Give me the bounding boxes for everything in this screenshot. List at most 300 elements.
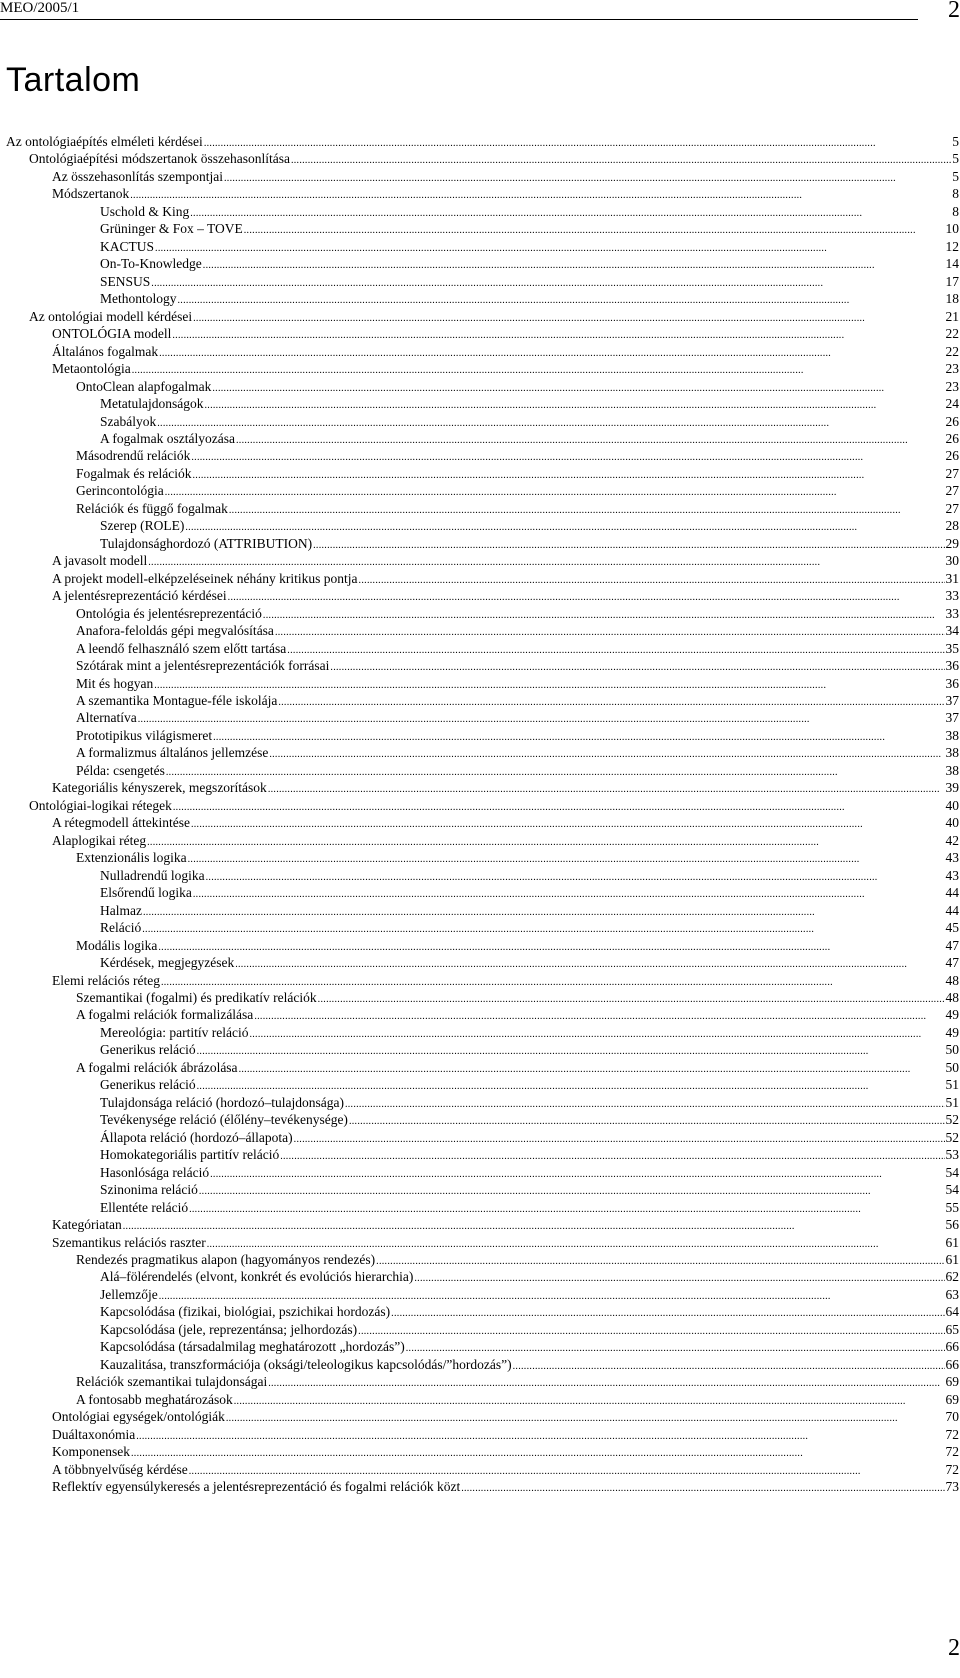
toc-entry-page: 37 bbox=[945, 710, 959, 726]
toc-dot-leader bbox=[203, 257, 945, 272]
toc-entry[interactable] bbox=[6, 1146, 959, 1163]
toc-dot-leader bbox=[268, 781, 945, 796]
toc-entry[interactable] bbox=[6, 675, 959, 692]
toc-entry[interactable] bbox=[6, 1303, 959, 1320]
toc-entry[interactable] bbox=[6, 552, 959, 569]
toc-entry-label: Mereológia: partitív reláció bbox=[100, 1024, 249, 1040]
toc-entry-label: Kérdések, megjegyzések bbox=[100, 955, 235, 971]
toc-entry[interactable] bbox=[6, 500, 959, 517]
toc-entry-label: Elsőrendű logika bbox=[100, 885, 192, 901]
toc-entry[interactable] bbox=[6, 168, 959, 185]
toc-dot-leader bbox=[513, 1358, 945, 1373]
toc-entry-page: 27 bbox=[945, 500, 959, 516]
toc-entry-page: 14 bbox=[945, 256, 959, 272]
toc-dot-leader bbox=[165, 484, 945, 499]
toc-entry-label: Általános fogalmak bbox=[52, 343, 159, 359]
toc-dot-leader bbox=[155, 240, 944, 255]
toc-dot-leader bbox=[142, 921, 944, 936]
toc-entry-page: 66 bbox=[945, 1356, 959, 1372]
toc-entry-page: 50 bbox=[945, 1042, 959, 1058]
toc-entry-page: 52 bbox=[945, 1112, 959, 1128]
toc-dot-leader bbox=[191, 816, 945, 831]
toc-entry[interactable] bbox=[6, 1268, 959, 1285]
toc-entry-page: 40 bbox=[945, 797, 959, 813]
toc-dot-leader bbox=[358, 1323, 944, 1338]
toc-entry-page: 26 bbox=[945, 430, 959, 446]
toc-entry[interactable] bbox=[6, 395, 959, 412]
toc-dot-leader bbox=[206, 869, 945, 884]
toc-entry-page: 23 bbox=[945, 361, 959, 377]
toc-entry[interactable] bbox=[6, 1216, 959, 1233]
toc-entry-label: Metatulajdonságok bbox=[100, 396, 204, 412]
toc-entry-label: Alá–fölérendelés (elvont, konkrét és evolúciós hierarchia) bbox=[100, 1269, 414, 1285]
toc-dot-leader bbox=[161, 974, 945, 989]
toc-entry-label: Fogalmak és relációk bbox=[76, 465, 192, 481]
toc-entry-label: Kapcsolódása (jele, reprezentánsa; jelhordozás) bbox=[100, 1321, 358, 1337]
toc-entry[interactable] bbox=[6, 1286, 959, 1303]
toc-dot-leader bbox=[178, 292, 945, 307]
toc-entry-label: OntoClean alapfogalmak bbox=[76, 378, 212, 394]
toc-entry[interactable] bbox=[6, 1129, 959, 1146]
toc-dot-leader bbox=[173, 799, 945, 814]
toc-dot-leader bbox=[192, 467, 944, 482]
toc-entry-page: 43 bbox=[945, 850, 959, 866]
toc-dot-leader bbox=[228, 589, 945, 604]
toc-entry-page: 26 bbox=[945, 413, 959, 429]
toc-entry[interactable] bbox=[6, 1338, 959, 1355]
toc-entry[interactable] bbox=[6, 1164, 959, 1181]
toc-entry-page: 18 bbox=[945, 291, 959, 307]
toc-entry[interactable] bbox=[6, 622, 959, 639]
toc-entry[interactable] bbox=[6, 937, 959, 954]
toc-entry-page: 5 bbox=[952, 168, 959, 184]
toc-entry-label: Szemantikus relációs raszter bbox=[52, 1234, 206, 1250]
toc-entry-label: Mit és hogyan bbox=[76, 675, 154, 691]
toc-entry[interactable] bbox=[6, 919, 959, 936]
toc-entry[interactable] bbox=[6, 779, 959, 796]
toc-entry-label: Reláció bbox=[100, 920, 142, 936]
toc-entry[interactable] bbox=[6, 360, 959, 377]
toc-entry-label: A formalizmus általános jellemzése bbox=[76, 745, 269, 761]
toc-entry-page: 56 bbox=[945, 1217, 959, 1233]
footer-page-number: 2 bbox=[948, 1635, 960, 1661]
toc-entry-page: 38 bbox=[945, 745, 959, 761]
toc-entry[interactable] bbox=[6, 657, 959, 674]
toc-dot-leader bbox=[185, 519, 944, 534]
toc-entry-page: 51 bbox=[945, 1094, 959, 1110]
toc-entry[interactable] bbox=[6, 325, 959, 342]
toc-entry-label: Metaontológia bbox=[52, 361, 131, 377]
toc-entry[interactable] bbox=[6, 570, 959, 587]
toc-entry[interactable] bbox=[6, 290, 959, 307]
toc-dot-leader bbox=[414, 1270, 944, 1285]
toc-dot-leader bbox=[406, 1340, 945, 1355]
toc-dot-leader bbox=[147, 834, 944, 849]
toc-entry-label: Nulladrendű logika bbox=[100, 867, 205, 883]
toc-entry[interactable] bbox=[6, 185, 959, 202]
document-id: MEO/2005/1 bbox=[0, 0, 80, 16]
toc-dot-leader bbox=[197, 1043, 945, 1058]
toc-dot-leader bbox=[158, 939, 944, 954]
toc-dot-leader bbox=[157, 415, 944, 430]
toc-entry[interactable] bbox=[6, 640, 959, 657]
toc-entry-label: A szemantika Montague-féle iskolája bbox=[76, 693, 278, 708]
toc-dot-leader bbox=[166, 764, 945, 779]
toc-entry-label: A fogalmi relációk formalizálása bbox=[76, 1007, 254, 1023]
toc-entry[interactable] bbox=[6, 814, 959, 831]
toc-entry-label: SENSUS bbox=[100, 273, 151, 289]
toc-entry-page: 47 bbox=[945, 937, 959, 953]
toc-entry[interactable] bbox=[6, 867, 959, 884]
toc-dot-leader bbox=[235, 956, 944, 971]
toc-entry-label: Tulajdonsága reláció (hordozó–tulajdonsága) bbox=[100, 1094, 344, 1110]
toc-entry-label: Relációk és függő fogalmak bbox=[76, 500, 228, 516]
toc-dot-leader bbox=[229, 502, 945, 517]
toc-entry-label: Az ontológiai modell kérdései bbox=[29, 308, 193, 324]
toc-entry[interactable] bbox=[6, 1461, 959, 1478]
toc-entry-label: Halmaz bbox=[100, 902, 142, 918]
toc-entry-label: Tevékenysége reláció (élőlény–tevékenysége) bbox=[100, 1112, 348, 1128]
toc-dot-leader bbox=[294, 1131, 945, 1146]
toc-dot-leader bbox=[391, 1305, 944, 1320]
toc-entry-label: Generikus reláció bbox=[100, 1077, 196, 1093]
page-header bbox=[0, 0, 960, 26]
toc-entry[interactable] bbox=[6, 1426, 959, 1443]
toc-entry-label: Rendezés pragmatikus alapon (hagyományos rendezés) bbox=[76, 1252, 376, 1267]
toc-entry-page: 31 bbox=[945, 570, 959, 586]
toc-entry-page: 44 bbox=[945, 902, 959, 918]
toc-entry-page: 69 bbox=[945, 1374, 959, 1390]
toc-entry-label: Elemi relációs réteg bbox=[52, 972, 160, 988]
toc-entry[interactable] bbox=[6, 1076, 959, 1093]
toc-entry-page: 52 bbox=[945, 1129, 959, 1145]
toc-entry-page: 53 bbox=[945, 1147, 959, 1163]
toc-dot-leader bbox=[461, 1480, 944, 1495]
toc-dot-leader bbox=[249, 1026, 944, 1041]
toc-entry-label: Ontológia és jelentésreprezentáció bbox=[76, 605, 262, 621]
toc-entry[interactable] bbox=[6, 1094, 959, 1111]
toc-entry[interactable] bbox=[6, 150, 959, 167]
toc-entry-page: 33 bbox=[945, 588, 959, 604]
toc-entry[interactable] bbox=[6, 954, 959, 971]
toc-dot-leader bbox=[138, 711, 945, 726]
toc-dot-leader bbox=[132, 362, 945, 377]
header-rule bbox=[0, 19, 918, 20]
toc-entry-label: Szemantikai (fogalmi) és predikatív relációk bbox=[76, 989, 317, 1005]
toc-dot-leader bbox=[191, 449, 944, 464]
toc-entry[interactable] bbox=[6, 517, 959, 534]
toc-entry-label: Modális logika bbox=[76, 937, 158, 953]
toc-entry-page: 22 bbox=[945, 343, 959, 359]
toc-entry-label: Alaplogikai réteg bbox=[52, 832, 147, 848]
toc-entry-page: 45 bbox=[945, 920, 959, 936]
toc-entry[interactable] bbox=[6, 709, 959, 726]
toc-dot-leader bbox=[239, 1061, 945, 1076]
toc-entry-page: 49 bbox=[945, 1007, 959, 1023]
toc-entry[interactable] bbox=[6, 797, 959, 814]
toc-entry-label: A jelentésreprezentáció kérdései bbox=[52, 588, 227, 604]
toc-entry-label: Ontológiaépítési módszertanok összehasonlítása bbox=[29, 151, 290, 167]
toc-entry-page: 23 bbox=[945, 378, 959, 394]
toc-entry[interactable] bbox=[6, 832, 959, 849]
toc-entry-label: Példa: csengetés bbox=[76, 762, 165, 778]
toc-dot-leader bbox=[376, 1253, 944, 1268]
toc-entry-page: 42 bbox=[945, 832, 959, 848]
toc-dot-leader bbox=[188, 851, 945, 866]
toc-entry-label: Uschold & King bbox=[100, 203, 190, 219]
toc-entry-page: 34 bbox=[945, 623, 959, 639]
toc-entry-label: Szótárak mint a jelentésreprezentációk forrásai bbox=[76, 658, 330, 674]
toc-dot-leader bbox=[269, 746, 944, 761]
toc-entry[interactable] bbox=[6, 1199, 959, 1216]
toc-entry-label: Az összehasonlítás szempontjai bbox=[52, 168, 223, 184]
toc-entry-page: 27 bbox=[945, 465, 959, 481]
toc-entry-page: 50 bbox=[945, 1059, 959, 1075]
toc-entry[interactable] bbox=[6, 1251, 959, 1268]
toc-entry-label: Ellentéte reláció bbox=[100, 1199, 189, 1215]
toc-entry-page: 22 bbox=[945, 326, 959, 342]
toc-entry-label: Ontológiai egységek/ontológiák bbox=[52, 1409, 225, 1425]
toc-entry-page: 48 bbox=[945, 972, 959, 988]
toc-dot-leader bbox=[275, 624, 945, 639]
toc-entry-page: 36 bbox=[945, 675, 959, 691]
table-of-contents bbox=[6, 133, 959, 1496]
toc-dot-leader bbox=[359, 572, 945, 587]
toc-entry[interactable] bbox=[6, 378, 959, 395]
toc-entry-page: 35 bbox=[945, 640, 959, 656]
toc-entry[interactable] bbox=[6, 605, 959, 622]
toc-entry-label: Grüninger & Fox – TOVE bbox=[100, 221, 243, 237]
toc-entry-page: 48 bbox=[945, 989, 959, 1005]
toc-entry[interactable] bbox=[6, 1321, 959, 1338]
toc-dot-leader bbox=[154, 677, 944, 692]
toc-entry-label: Duáltaxonómia bbox=[52, 1426, 136, 1442]
toc-entry[interactable] bbox=[6, 430, 959, 447]
toc-entry[interactable] bbox=[6, 220, 959, 237]
header-page-number: 2 bbox=[948, 0, 960, 23]
toc-entry-page: 12 bbox=[945, 238, 959, 254]
toc-dot-leader bbox=[193, 310, 944, 325]
toc-entry-page: 49 bbox=[945, 1024, 959, 1040]
toc-entry-label: Relációk szemantikai tulajdonságai bbox=[76, 1374, 268, 1390]
toc-entry[interactable] bbox=[6, 1041, 959, 1058]
toc-entry-page: 55 bbox=[945, 1199, 959, 1215]
toc-entry[interactable] bbox=[6, 273, 959, 290]
toc-entry[interactable] bbox=[6, 413, 959, 430]
toc-entry[interactable] bbox=[6, 1111, 959, 1128]
toc-entry-label: Prototipikus világismeret bbox=[76, 727, 213, 743]
toc-entry[interactable] bbox=[6, 133, 959, 150]
toc-entry[interactable] bbox=[6, 482, 959, 499]
toc-dot-leader bbox=[189, 1201, 944, 1216]
toc-dot-leader bbox=[244, 222, 945, 237]
toc-entry[interactable] bbox=[6, 587, 959, 604]
toc-dot-leader bbox=[224, 170, 951, 185]
toc-entry[interactable] bbox=[6, 1373, 959, 1390]
toc-dot-leader bbox=[136, 1428, 944, 1443]
toc-entry-label: Állapota reláció (hordozó–állapota) bbox=[100, 1129, 293, 1145]
toc-dot-leader bbox=[148, 554, 944, 569]
toc-entry-page: 37 bbox=[945, 693, 959, 708]
toc-entry-label: Másodrendű relációk bbox=[76, 448, 191, 464]
toc-entry-page: 54 bbox=[945, 1182, 959, 1198]
toc-entry[interactable] bbox=[6, 972, 959, 989]
toc-entry-page: 27 bbox=[945, 483, 959, 499]
toc-dot-leader bbox=[204, 397, 944, 412]
toc-entry-page: 64 bbox=[945, 1304, 959, 1320]
toc-entry-label: Tulajdonsághordozó (ATTRIBUTION) bbox=[100, 535, 313, 551]
toc-entry-page: 72 bbox=[945, 1444, 959, 1460]
toc-entry-label: Kauzalitása, transzformációja (oksági/teleologikus kapcsolódás/”hordozás”) bbox=[100, 1356, 512, 1372]
toc-entry-page: 17 bbox=[945, 273, 959, 289]
toc-entry-page: 72 bbox=[945, 1461, 959, 1477]
toc-dot-leader bbox=[349, 1113, 945, 1128]
toc-entry-page: 28 bbox=[945, 518, 959, 534]
toc-entry-page: 61 bbox=[945, 1234, 959, 1250]
toc-entry-label: Kategoriális kényszerek, megszorítások bbox=[52, 780, 267, 796]
toc-entry-page: 5 bbox=[952, 134, 959, 149]
toc-entry-page: 5 bbox=[952, 151, 959, 167]
toc-entry-page: 65 bbox=[945, 1321, 959, 1337]
toc-entry[interactable] bbox=[6, 308, 959, 325]
toc-entry[interactable] bbox=[6, 465, 959, 482]
toc-dot-leader bbox=[213, 729, 944, 744]
toc-entry-label: A javasolt modell bbox=[52, 553, 148, 569]
toc-entry[interactable] bbox=[6, 1234, 959, 1251]
toc-entry-page: 36 bbox=[945, 658, 959, 674]
toc-entry[interactable] bbox=[6, 255, 959, 272]
toc-entry[interactable] bbox=[6, 447, 959, 464]
toc-dot-leader bbox=[254, 1008, 944, 1023]
toc-dot-leader bbox=[318, 991, 945, 1006]
toc-entry-page: 10 bbox=[945, 221, 959, 237]
toc-entry-label: A többnyelvűség kérdése bbox=[52, 1461, 188, 1477]
toc-entry-label: Anafora-feloldás gépi megvalósítása bbox=[76, 623, 274, 639]
toc-entry-label: A fogalmi relációk ábrázolása bbox=[76, 1059, 238, 1075]
toc-entry-page: 26 bbox=[945, 448, 959, 464]
toc-entry[interactable] bbox=[6, 343, 959, 360]
toc-dot-leader bbox=[212, 380, 944, 395]
toc-entry[interactable] bbox=[6, 849, 959, 866]
toc-entry-label: A fogalmak osztályozása bbox=[100, 430, 235, 446]
toc-dot-leader bbox=[280, 1148, 944, 1163]
toc-entry[interactable] bbox=[6, 902, 959, 919]
toc-dot-leader bbox=[143, 904, 945, 919]
toc-entry[interactable] bbox=[6, 727, 959, 744]
toc-entry-label: Szerep (ROLE) bbox=[100, 518, 185, 534]
toc-entry-label: Szinonima reláció bbox=[100, 1182, 198, 1198]
toc-entry-label: Generikus reláció bbox=[100, 1042, 196, 1058]
toc-entry[interactable] bbox=[6, 1024, 959, 1041]
toc-entry-page: 40 bbox=[945, 815, 959, 831]
toc-dot-leader bbox=[204, 135, 951, 150]
toc-entry[interactable] bbox=[6, 762, 959, 779]
toc-dot-leader bbox=[226, 1410, 945, 1425]
toc-entry[interactable] bbox=[6, 535, 959, 552]
toc-entry-page: 21 bbox=[945, 308, 959, 324]
toc-dot-leader bbox=[234, 1393, 945, 1408]
toc-entry-label: On-To-Knowledge bbox=[100, 256, 202, 272]
toc-entry-label: A rétegmodell áttekintése bbox=[52, 815, 190, 831]
toc-entry-label: Reflektív egyensúlykeresés a jelentésreprezentáció és fogalmi relációk közt bbox=[52, 1479, 461, 1495]
toc-dot-leader bbox=[199, 1183, 945, 1198]
toc-entry-label: Komponensek bbox=[52, 1444, 130, 1460]
toc-entry-label: Jellemzője bbox=[100, 1286, 158, 1302]
toc-dot-leader bbox=[291, 152, 951, 167]
toc-entry-label: Kapcsolódása (társadalmilag meghatározott „hordozás”) bbox=[100, 1339, 405, 1355]
toc-entry-page: 54 bbox=[945, 1164, 959, 1180]
toc-dot-leader bbox=[190, 205, 951, 220]
toc-entry-page: 39 bbox=[945, 780, 959, 796]
toc-entry-label: KACTUS bbox=[100, 238, 155, 254]
toc-entry-page: 24 bbox=[945, 396, 959, 412]
toc-dot-leader bbox=[130, 187, 951, 202]
toc-entry-label: Ontológiai-logikai rétegek bbox=[29, 797, 172, 813]
toc-dot-leader bbox=[131, 1445, 945, 1460]
toc-dot-leader bbox=[123, 1218, 945, 1233]
toc-dot-leader bbox=[278, 694, 944, 709]
toc-entry-label: Homokategoriális partitív reláció bbox=[100, 1147, 280, 1163]
toc-entry[interactable] bbox=[6, 238, 959, 255]
toc-entry-page: 70 bbox=[945, 1409, 959, 1425]
toc-entry-page: 47 bbox=[945, 955, 959, 971]
toc-entry[interactable] bbox=[6, 1443, 959, 1460]
toc-entry[interactable] bbox=[6, 1408, 959, 1425]
toc-entry[interactable] bbox=[6, 989, 959, 1006]
toc-dot-leader bbox=[193, 886, 945, 901]
toc-entry-page: 62 bbox=[945, 1269, 959, 1285]
toc-entry-page: 33 bbox=[945, 605, 959, 621]
toc-entry-page: 43 bbox=[945, 867, 959, 883]
toc-entry-page: 29 bbox=[945, 535, 959, 551]
page-title: Tartalom bbox=[6, 61, 141, 99]
toc-entry[interactable] bbox=[6, 203, 959, 220]
toc-dot-leader bbox=[197, 1078, 945, 1093]
toc-entry-label: A projekt modell-elképzeléseinek néhány kritikus pontja bbox=[52, 570, 358, 586]
toc-entry-label: Extenzionális logika bbox=[76, 850, 187, 866]
toc-entry[interactable] bbox=[6, 884, 959, 901]
toc-dot-leader bbox=[263, 607, 945, 622]
toc-entry[interactable] bbox=[6, 1059, 959, 1076]
toc-entry[interactable] bbox=[6, 744, 959, 761]
toc-dot-leader bbox=[172, 327, 944, 342]
toc-entry-label: Hasonlósága reláció bbox=[100, 1164, 210, 1180]
toc-dot-leader bbox=[345, 1096, 945, 1111]
toc-entry[interactable] bbox=[6, 1356, 959, 1373]
toc-dot-leader bbox=[313, 537, 944, 552]
toc-entry-label: A fontosabb meghatározások bbox=[76, 1391, 233, 1407]
toc-dot-leader bbox=[210, 1166, 944, 1181]
toc-entry[interactable] bbox=[6, 1478, 959, 1495]
toc-entry-page: 38 bbox=[945, 762, 959, 778]
toc-dot-leader bbox=[268, 1375, 944, 1390]
toc-entry[interactable] bbox=[6, 1006, 959, 1023]
toc-entry-label: Alternatíva bbox=[76, 710, 137, 726]
toc-dot-leader bbox=[207, 1236, 945, 1251]
toc-entry[interactable] bbox=[6, 692, 959, 709]
toc-entry-page: 51 bbox=[945, 1077, 959, 1093]
toc-dot-leader bbox=[189, 1463, 945, 1478]
toc-entry-page: 69 bbox=[945, 1391, 959, 1407]
toc-entry-page: 73 bbox=[945, 1479, 959, 1495]
toc-entry-page: 8 bbox=[952, 203, 959, 219]
toc-entry-label: Az ontológiaépítés elméleti kérdései bbox=[6, 134, 203, 149]
toc-dot-leader bbox=[287, 642, 944, 657]
toc-entry-label: ONTOLÓGIA modell bbox=[52, 326, 172, 342]
toc-entry[interactable] bbox=[6, 1181, 959, 1198]
toc-entry[interactable] bbox=[6, 1391, 959, 1408]
toc-entry-label: Kategóriatan bbox=[52, 1217, 122, 1233]
